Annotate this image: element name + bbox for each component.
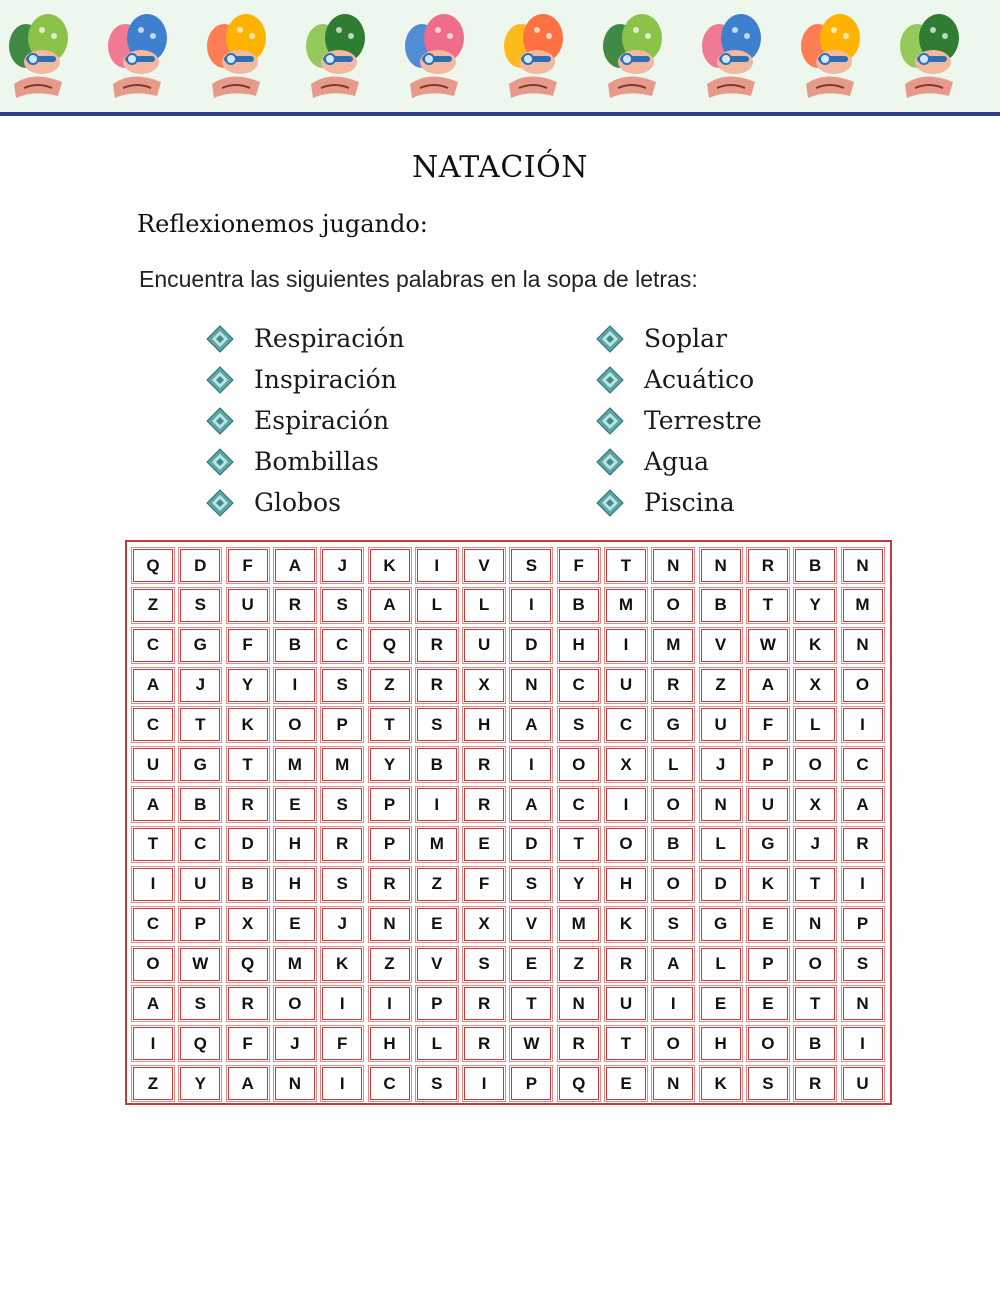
grid-cell[interactable]: R xyxy=(228,788,268,821)
grid-cell[interactable]: J xyxy=(701,748,741,781)
grid-cell[interactable]: D xyxy=(228,828,268,861)
grid-cell[interactable]: L xyxy=(701,828,741,861)
swimmer-icon xyxy=(400,6,466,106)
grid-cell[interactable]: B xyxy=(180,788,220,821)
grid-cell[interactable]: T xyxy=(228,748,268,781)
grid-cell[interactable]: I xyxy=(275,669,315,702)
grid-cell[interactable]: H xyxy=(701,1027,741,1060)
grid-cell[interactable]: N xyxy=(843,987,883,1020)
grid-cell[interactable]: U xyxy=(228,589,268,622)
grid-cell[interactable]: C xyxy=(133,629,173,662)
word-text: Acuático xyxy=(644,365,755,394)
grid-cell[interactable]: M xyxy=(275,748,315,781)
grid-cell[interactable]: Y xyxy=(370,748,410,781)
grid-cell[interactable]: D xyxy=(701,868,741,901)
grid-cell[interactable]: H xyxy=(559,629,599,662)
grid-cell[interactable]: L xyxy=(701,948,741,981)
grid-cell[interactable]: Q xyxy=(370,629,410,662)
grid-cell[interactable]: L xyxy=(417,589,457,622)
grid-cell[interactable]: B xyxy=(228,868,268,901)
word-text: Globos xyxy=(254,488,341,517)
grid-cell[interactable]: M xyxy=(417,828,457,861)
diamond-bullet-icon xyxy=(596,366,624,394)
grid-cell[interactable]: M xyxy=(653,629,693,662)
grid-cell[interactable]: E xyxy=(748,908,788,941)
grid-cell[interactable]: E xyxy=(275,908,315,941)
grid-cell[interactable]: S xyxy=(417,708,457,741)
grid-cell[interactable]: P xyxy=(748,948,788,981)
grid-cell[interactable]: X xyxy=(464,908,504,941)
grid-cell[interactable]: A xyxy=(511,788,551,821)
grid-cell[interactable]: S xyxy=(322,868,362,901)
word-search-grid xyxy=(125,540,892,1105)
grid-cell[interactable]: I xyxy=(133,1027,173,1060)
grid-cell[interactable]: J xyxy=(275,1027,315,1060)
grid-cell[interactable]: I xyxy=(370,987,410,1020)
grid-cell[interactable]: P xyxy=(417,987,457,1020)
grid-cell[interactable]: A xyxy=(228,1067,268,1100)
grid-cell[interactable]: R xyxy=(417,629,457,662)
grid-cell[interactable]: G xyxy=(180,748,220,781)
grid-cell[interactable]: B xyxy=(795,1027,835,1060)
grid-cell[interactable]: T xyxy=(180,708,220,741)
grid-cell[interactable]: R xyxy=(843,828,883,861)
grid-cell[interactable]: E xyxy=(748,987,788,1020)
word-text: Bombillas xyxy=(254,447,379,476)
grid-cell[interactable]: R xyxy=(322,828,362,861)
grid-cell[interactable]: Y xyxy=(180,1067,220,1100)
grid-cell[interactable]: N xyxy=(653,549,693,582)
grid-cell[interactable]: A xyxy=(843,788,883,821)
grid-cell[interactable]: I xyxy=(511,589,551,622)
grid-cell[interactable]: O xyxy=(795,748,835,781)
word-item xyxy=(596,318,762,359)
grid-cell[interactable]: O xyxy=(843,669,883,702)
grid-cell[interactable]: C xyxy=(322,629,362,662)
grid-cell[interactable]: B xyxy=(417,748,457,781)
grid-cell[interactable]: A xyxy=(133,669,173,702)
grid-cell[interactable]: K xyxy=(228,708,268,741)
grid-cell[interactable]: T xyxy=(606,549,646,582)
grid-cell[interactable]: G xyxy=(748,828,788,861)
grid-cell[interactable]: T xyxy=(748,589,788,622)
grid-cell[interactable]: S xyxy=(653,908,693,941)
grid-cell[interactable]: M xyxy=(322,748,362,781)
grid-cell[interactable]: L xyxy=(417,1027,457,1060)
grid-cell[interactable]: A xyxy=(748,669,788,702)
grid-cell[interactable]: N xyxy=(843,629,883,662)
grid-cell[interactable]: P xyxy=(370,828,410,861)
grid-cell[interactable]: V xyxy=(511,908,551,941)
grid-cell[interactable]: U xyxy=(843,1067,883,1100)
word-text: Espiración xyxy=(254,406,390,435)
grid-cell[interactable]: R xyxy=(464,748,504,781)
grid-cell[interactable]: D xyxy=(180,549,220,582)
grid-cell[interactable]: I xyxy=(417,549,457,582)
grid-cell[interactable]: O xyxy=(275,708,315,741)
grid-cell[interactable]: W xyxy=(180,948,220,981)
grid-cell[interactable]: I xyxy=(606,788,646,821)
grid-cell[interactable]: Y xyxy=(559,868,599,901)
word-item xyxy=(596,400,762,441)
word-text: Soplar xyxy=(644,324,728,353)
grid-cell[interactable]: V xyxy=(417,948,457,981)
grid-cell[interactable]: O xyxy=(748,1027,788,1060)
swimmer-banner xyxy=(0,0,1000,112)
grid-cell[interactable]: C xyxy=(133,708,173,741)
grid-cell[interactable]: F xyxy=(559,549,599,582)
grid-cell[interactable]: R xyxy=(795,1067,835,1100)
grid-cell[interactable]: N xyxy=(701,788,741,821)
word-text: Inspiración xyxy=(254,365,397,394)
swimmer-icon xyxy=(4,6,70,106)
grid-cell[interactable]: N xyxy=(843,549,883,582)
grid-cell[interactable]: J xyxy=(322,908,362,941)
grid-cell[interactable]: S xyxy=(417,1067,457,1100)
grid-cell[interactable]: P xyxy=(322,708,362,741)
grid-cell[interactable]: N xyxy=(275,1067,315,1100)
grid-cell[interactable]: G xyxy=(180,629,220,662)
grid-cell[interactable]: O xyxy=(653,589,693,622)
grid-cell[interactable]: H xyxy=(370,1027,410,1060)
grid-cell[interactable]: E xyxy=(275,788,315,821)
grid-cell[interactable]: F xyxy=(322,1027,362,1060)
diamond-bullet-icon xyxy=(206,489,234,517)
grid-cell[interactable]: F xyxy=(228,629,268,662)
word-item xyxy=(596,482,762,523)
grid-cell[interactable]: U xyxy=(748,788,788,821)
grid-cell[interactable]: T xyxy=(559,828,599,861)
instructions: Encuentra las siguientes palabras en la sopa de letras: xyxy=(139,266,698,292)
grid-cell[interactable]: K xyxy=(322,948,362,981)
word-list-right xyxy=(596,318,762,523)
grid-cell[interactable]: A xyxy=(133,788,173,821)
grid-cell[interactable]: J xyxy=(180,669,220,702)
grid-cell[interactable]: F xyxy=(464,868,504,901)
grid-cell[interactable]: A xyxy=(133,987,173,1020)
word-item xyxy=(596,359,762,400)
grid-cell[interactable]: A xyxy=(511,708,551,741)
grid-cell[interactable]: Z xyxy=(133,1067,173,1100)
grid-cell[interactable]: R xyxy=(417,669,457,702)
word-item xyxy=(206,441,404,482)
swimmer-icon xyxy=(301,6,367,106)
grid-cell[interactable]: O xyxy=(653,1027,693,1060)
grid-cell[interactable]: R xyxy=(228,987,268,1020)
grid-cell[interactable]: I xyxy=(843,708,883,741)
grid-cell[interactable]: D xyxy=(511,629,551,662)
grid-cell[interactable]: M xyxy=(606,589,646,622)
grid-cell[interactable]: T xyxy=(511,987,551,1020)
grid-cell[interactable]: N xyxy=(701,549,741,582)
grid-cell[interactable]: O xyxy=(653,868,693,901)
grid-cell[interactable]: R xyxy=(464,1027,504,1060)
diamond-bullet-icon xyxy=(596,325,624,353)
grid-cell[interactable]: M xyxy=(843,589,883,622)
grid-cell[interactable]: F xyxy=(228,549,268,582)
grid-cell[interactable]: V xyxy=(464,549,504,582)
grid-cell[interactable]: A xyxy=(275,549,315,582)
grid-cell[interactable]: B xyxy=(559,589,599,622)
grid-cell[interactable]: E xyxy=(464,828,504,861)
word-item xyxy=(596,441,762,482)
grid-cell[interactable]: C xyxy=(370,1067,410,1100)
swimmer-icon xyxy=(598,6,664,106)
page-title: NATACIÓN xyxy=(412,150,588,185)
grid-cell[interactable]: K xyxy=(606,908,646,941)
grid-cell[interactable]: N xyxy=(370,908,410,941)
grid-cell[interactable]: P xyxy=(370,788,410,821)
word-text: Piscina xyxy=(644,488,735,517)
grid-cell[interactable]: I xyxy=(464,1067,504,1100)
grid-cell[interactable]: O xyxy=(606,828,646,861)
grid-cell[interactable]: M xyxy=(275,948,315,981)
diamond-bullet-icon xyxy=(596,489,624,517)
grid-cell[interactable]: I xyxy=(322,987,362,1020)
grid-cell[interactable]: C xyxy=(559,788,599,821)
word-text: Respiración xyxy=(254,324,405,353)
grid-cell[interactable]: P xyxy=(843,908,883,941)
grid-cell[interactable]: J xyxy=(322,549,362,582)
grid-cell[interactable]: R xyxy=(464,987,504,1020)
grid-cell[interactable]: C xyxy=(133,908,173,941)
grid-cell[interactable]: R xyxy=(464,788,504,821)
word-text: Agua xyxy=(644,447,710,476)
grid-cell[interactable]: O xyxy=(133,948,173,981)
grid-cell[interactable]: H xyxy=(464,708,504,741)
grid-cell[interactable]: E xyxy=(701,987,741,1020)
diamond-bullet-icon xyxy=(206,448,234,476)
swimmer-icon xyxy=(697,6,763,106)
grid-cell[interactable]: I xyxy=(606,629,646,662)
grid-cell[interactable]: S xyxy=(464,948,504,981)
grid-cell[interactable]: B xyxy=(701,589,741,622)
grid-cell[interactable]: Q xyxy=(559,1067,599,1100)
diamond-bullet-icon xyxy=(206,325,234,353)
grid-cell[interactable]: S xyxy=(180,987,220,1020)
grid-cell[interactable]: I xyxy=(133,868,173,901)
grid-cell[interactable]: E xyxy=(606,1067,646,1100)
grid-cell[interactable]: C xyxy=(843,748,883,781)
grid-cell[interactable]: L xyxy=(653,748,693,781)
grid-cell[interactable]: I xyxy=(843,868,883,901)
swimmer-icon xyxy=(103,6,169,106)
grid-cell[interactable]: M xyxy=(559,908,599,941)
grid-cell[interactable]: I xyxy=(322,1067,362,1100)
swimmer-icon xyxy=(895,6,961,106)
grid-cell[interactable]: D xyxy=(511,828,551,861)
grid-cell[interactable]: N xyxy=(559,987,599,1020)
grid-cell[interactable]: G xyxy=(653,708,693,741)
grid-cell[interactable]: U xyxy=(180,868,220,901)
grid-cell[interactable]: Z xyxy=(370,669,410,702)
grid-cell[interactable]: X xyxy=(606,748,646,781)
grid-cell[interactable]: W xyxy=(511,1027,551,1060)
grid-cell[interactable]: H xyxy=(606,868,646,901)
grid-cell[interactable]: Y xyxy=(228,669,268,702)
grid-cell[interactable]: R xyxy=(606,948,646,981)
grid-cell[interactable]: O xyxy=(275,987,315,1020)
grid-cell[interactable]: E xyxy=(511,948,551,981)
grid-cell[interactable]: Q xyxy=(133,549,173,582)
grid-cell[interactable]: Z xyxy=(133,589,173,622)
grid-cell[interactable]: H xyxy=(275,828,315,861)
grid-cell[interactable]: G xyxy=(701,908,741,941)
grid-cell[interactable]: Z xyxy=(370,948,410,981)
grid-cell[interactable]: X xyxy=(228,908,268,941)
grid-cell[interactable]: T xyxy=(370,708,410,741)
word-item xyxy=(206,400,404,441)
grid-cell[interactable]: R xyxy=(653,669,693,702)
grid-cell[interactable]: S xyxy=(322,589,362,622)
grid-cell[interactable]: A xyxy=(653,948,693,981)
grid-cell[interactable]: W xyxy=(748,629,788,662)
grid-cell[interactable]: F xyxy=(748,708,788,741)
grid-cell[interactable]: R xyxy=(370,868,410,901)
grid-cell[interactable]: I xyxy=(653,987,693,1020)
grid-cell[interactable]: Q xyxy=(228,948,268,981)
grid-cell[interactable]: I xyxy=(511,748,551,781)
grid-cell[interactable]: R xyxy=(275,589,315,622)
grid-cell[interactable]: S xyxy=(180,589,220,622)
grid-cell[interactable]: S xyxy=(748,1067,788,1100)
grid-cell[interactable]: S xyxy=(511,549,551,582)
diamond-bullet-icon xyxy=(596,448,624,476)
grid-cell[interactable]: T xyxy=(606,1027,646,1060)
grid-cell[interactable]: S xyxy=(322,669,362,702)
grid-cell[interactable]: U xyxy=(606,987,646,1020)
grid-cell[interactable]: I xyxy=(417,788,457,821)
grid-cell[interactable]: S xyxy=(511,868,551,901)
grid-cell[interactable]: O xyxy=(795,948,835,981)
grid-cell[interactable]: T xyxy=(133,828,173,861)
grid-cell[interactable]: U xyxy=(464,629,504,662)
grid-cell[interactable]: K xyxy=(701,1067,741,1100)
grid-cell[interactable]: O xyxy=(653,788,693,821)
word-item xyxy=(206,482,404,523)
grid-cell[interactable]: R xyxy=(748,549,788,582)
word-list-left xyxy=(206,318,404,523)
grid-cell[interactable]: A xyxy=(370,589,410,622)
subtitle: Reflexionemos jugando: xyxy=(137,210,428,238)
grid-cell[interactable]: B xyxy=(653,828,693,861)
word-item xyxy=(206,359,404,400)
diamond-bullet-icon xyxy=(206,366,234,394)
grid-cell[interactable]: U xyxy=(133,748,173,781)
grid-cell[interactable]: N xyxy=(511,669,551,702)
banner-rule xyxy=(0,112,1000,116)
grid-cell[interactable]: U xyxy=(606,669,646,702)
grid-cell[interactable]: P xyxy=(511,1067,551,1100)
grid-cell[interactable]: T xyxy=(795,868,835,901)
grid-cell[interactable]: P xyxy=(748,748,788,781)
diamond-bullet-icon xyxy=(596,407,624,435)
grid-cell[interactable]: C xyxy=(559,669,599,702)
grid-cell[interactable]: Z xyxy=(559,948,599,981)
grid-cell[interactable]: T xyxy=(795,987,835,1020)
grid-cell[interactable]: Y xyxy=(795,589,835,622)
grid-cell[interactable]: J xyxy=(795,828,835,861)
grid-cell[interactable]: P xyxy=(180,908,220,941)
word-text: Terrestre xyxy=(644,406,762,435)
grid-cell[interactable]: K xyxy=(748,868,788,901)
grid-cell[interactable]: K xyxy=(370,549,410,582)
grid-cell[interactable]: L xyxy=(464,589,504,622)
grid-cell[interactable]: S xyxy=(559,708,599,741)
grid-cell[interactable]: X xyxy=(464,669,504,702)
grid-cell[interactable]: R xyxy=(559,1027,599,1060)
grid-cell[interactable]: N xyxy=(795,908,835,941)
grid-cell[interactable]: Z xyxy=(701,669,741,702)
grid-cell[interactable]: K xyxy=(795,629,835,662)
grid-cell[interactable]: Q xyxy=(180,1027,220,1060)
grid-cell[interactable]: N xyxy=(653,1067,693,1100)
grid-cell[interactable]: I xyxy=(843,1027,883,1060)
grid-cell[interactable]: F xyxy=(228,1027,268,1060)
word-item xyxy=(206,318,404,359)
grid-cell[interactable]: L xyxy=(795,708,835,741)
grid-cell[interactable]: B xyxy=(275,629,315,662)
swimmer-icon xyxy=(796,6,862,106)
grid-cell[interactable]: O xyxy=(559,748,599,781)
grid-cell[interactable]: C xyxy=(606,708,646,741)
grid-cell[interactable]: C xyxy=(180,828,220,861)
grid-cell[interactable]: X xyxy=(795,669,835,702)
grid-cell[interactable]: E xyxy=(417,908,457,941)
grid-cell[interactable]: S xyxy=(322,788,362,821)
grid-cell[interactable]: S xyxy=(843,948,883,981)
grid-cell[interactable]: B xyxy=(795,549,835,582)
grid-cell[interactable]: H xyxy=(275,868,315,901)
grid-cell[interactable]: Z xyxy=(417,868,457,901)
grid-cell[interactable]: U xyxy=(701,708,741,741)
grid-cell[interactable]: X xyxy=(795,788,835,821)
diamond-bullet-icon xyxy=(206,407,234,435)
swimmer-icon xyxy=(499,6,565,106)
grid-cell[interactable]: V xyxy=(701,629,741,662)
swimmer-icon xyxy=(202,6,268,106)
